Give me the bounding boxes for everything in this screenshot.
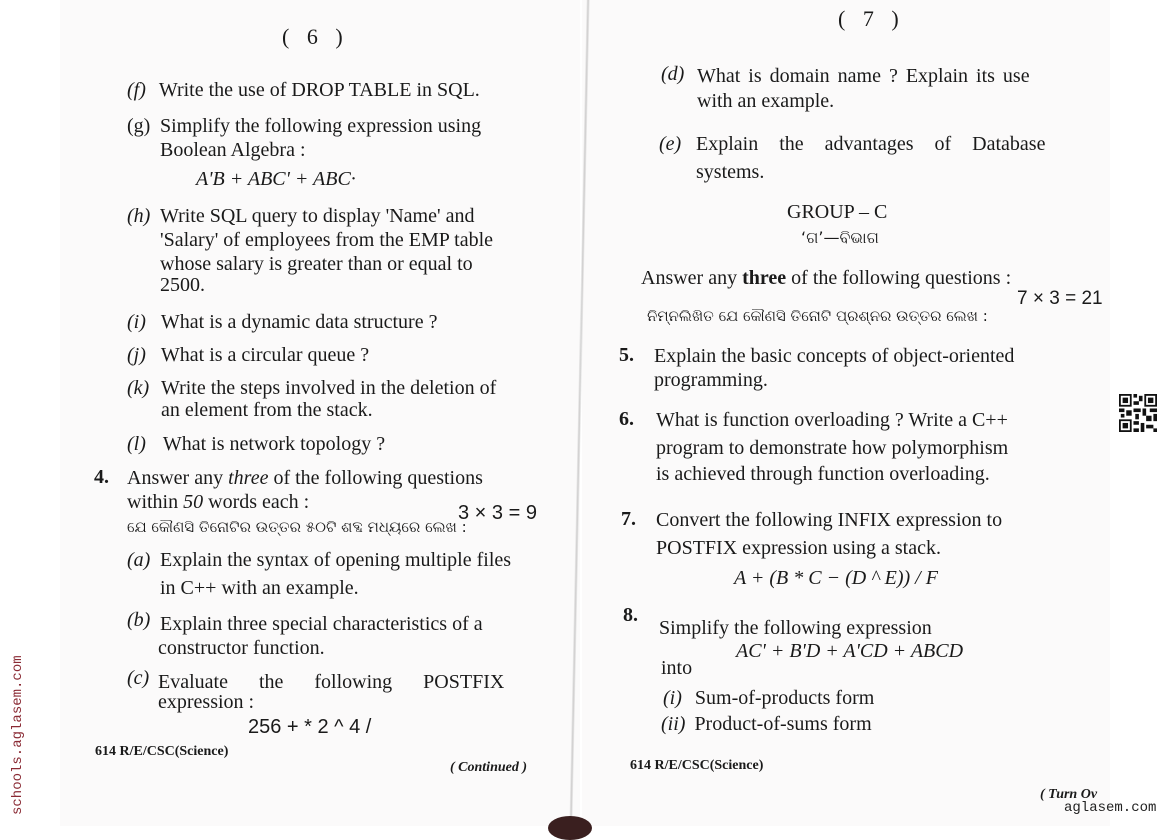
question-8-number: 8. bbox=[623, 604, 638, 626]
question-h-line4: 2500. bbox=[160, 274, 205, 296]
question-4a-line2: in C++ with an example. bbox=[160, 577, 359, 599]
question-e bbox=[659, 132, 681, 156]
question-7-number: 7. bbox=[621, 508, 636, 530]
question-5-number: 5. bbox=[619, 344, 634, 366]
question-label: (h) bbox=[127, 205, 151, 227]
question-g bbox=[127, 114, 150, 138]
marks-q4: 3 × 3 = 9 bbox=[458, 502, 537, 524]
question-label: (l) bbox=[127, 433, 146, 455]
question-label: (a) bbox=[127, 549, 151, 571]
question-label: (ii) bbox=[661, 713, 686, 735]
question-text: Product-of-sums form bbox=[694, 713, 872, 735]
group-c-instruction bbox=[641, 266, 1011, 290]
question-h bbox=[127, 204, 150, 228]
odia-instruction-group-c: ନିମ୍ନଲିଖିତ ଯେ କୌଣସି ତିନୋଟି ପ୍ରଶ୍ନର ଉତ୍ତର ଲେଖ : bbox=[647, 307, 988, 325]
question-k-line1: Write the steps involved in the deletion of bbox=[161, 377, 497, 399]
side-watermark: schools.aglasem.com bbox=[10, 655, 26, 815]
emphasis: three bbox=[228, 467, 269, 489]
question-label: (b) bbox=[127, 609, 151, 631]
turn-over-note: ( Turn Ov bbox=[1040, 787, 1098, 802]
question-label: (d) bbox=[661, 63, 685, 85]
question-h-line1: Write SQL query to display 'Name' and bbox=[160, 205, 475, 227]
question-f bbox=[127, 78, 480, 102]
question-8-line1: Simplify the following expression bbox=[659, 617, 932, 639]
question-g-line1: Simplify the following expression using bbox=[160, 115, 482, 137]
question-e-line1: Explain the advantages of Database bbox=[696, 133, 1046, 155]
question-g-line2: Boolean Algebra : bbox=[160, 139, 306, 161]
question-4b-line2: constructor function. bbox=[158, 637, 325, 659]
question-4a bbox=[127, 548, 150, 572]
page-number-right: ( 7 ) bbox=[838, 6, 905, 31]
question-4b-line1: Explain three special characteristics of a bbox=[160, 613, 483, 635]
question-label: (j) bbox=[127, 344, 146, 366]
question-e-line2: systems. bbox=[696, 161, 765, 183]
question-text: What is a dynamic data structure ? bbox=[160, 311, 438, 333]
text: of the following questions : bbox=[786, 267, 1012, 289]
infix-expression: A + (B * C − (D ^ E)) / F bbox=[734, 567, 938, 589]
question-4a-line1: Explain the syntax of opening multiple files bbox=[160, 549, 512, 571]
paper-code-left: 614 R/E/CSC(Science) bbox=[95, 744, 229, 759]
question-text: What is network topology ? bbox=[162, 433, 386, 455]
question-j bbox=[127, 343, 369, 367]
emphasis: 50 bbox=[183, 491, 204, 513]
question-4c bbox=[127, 666, 149, 690]
boolean-expression: A'B + ABC' + ABC· bbox=[196, 168, 356, 190]
question-6-number: 6. bbox=[619, 408, 634, 430]
question-text: Write the use of DROP TABLE in SQL. bbox=[158, 79, 480, 101]
question-4-number: 4. bbox=[94, 466, 109, 488]
question-8-ii bbox=[661, 712, 872, 736]
text: within bbox=[127, 491, 184, 513]
boolean-expression-q8: AC' + B'D + A'CD + ABCD bbox=[736, 640, 964, 662]
question-4c-line2: expression : bbox=[158, 691, 255, 713]
question-4c-line1: Evaluate the following POSTFIX bbox=[158, 671, 505, 693]
odia-instruction-q4: ଯେ କୌଣସି ତିନୋଟିର ଉତ୍ତର ୫୦ଟି ଶବ୍ଦ ମଧ୍ୟରେ ଲେଖ : bbox=[127, 518, 467, 536]
question-d-line2: with an example. bbox=[697, 90, 835, 112]
question-k-line2: an element from the stack. bbox=[161, 399, 373, 421]
question-label: (i) bbox=[663, 687, 682, 709]
group-c-title-odia: ‘ଗ’—ବିଭାଗ bbox=[801, 228, 879, 247]
question-text: What is a circular queue ? bbox=[160, 344, 370, 366]
question-4b bbox=[127, 608, 150, 632]
continued-note: ( Continued ) bbox=[450, 760, 528, 775]
question-k bbox=[127, 376, 149, 400]
question-label: (e) bbox=[659, 133, 682, 155]
text: Answer any bbox=[127, 467, 229, 489]
question-text: Sum-of-products form bbox=[694, 687, 875, 709]
marks-group-c: 7 × 3 = 21 bbox=[1017, 288, 1103, 309]
question-6-line2: program to demonstrate how polymorphism bbox=[656, 437, 1009, 459]
into-label: into bbox=[661, 657, 693, 679]
question-6-line3: is achieved through function overloading. bbox=[656, 463, 990, 485]
question-4-line1 bbox=[127, 466, 483, 490]
group-c-title: GROUP – C bbox=[787, 201, 888, 223]
question-5-line1: Explain the basic concepts of object-oriented bbox=[654, 345, 1015, 367]
text: words each : bbox=[203, 491, 310, 513]
question-7-line2: POSTFIX expression using a stack. bbox=[656, 537, 941, 559]
emphasis: three bbox=[742, 267, 787, 289]
question-d-line1: What is domain name ? Explain its use bbox=[697, 65, 1030, 87]
question-label: (f) bbox=[127, 79, 146, 101]
question-label: (c) bbox=[127, 667, 150, 689]
question-h-line2: 'Salary' of employees from the EMP table bbox=[160, 229, 494, 251]
text: Answer any bbox=[641, 267, 743, 289]
question-7-line1: Convert the following INFIX expression to bbox=[656, 509, 1003, 531]
question-label: (k) bbox=[127, 377, 150, 399]
question-h-line3: whose salary is greater than or equal to bbox=[160, 253, 473, 275]
question-label: (i) bbox=[127, 311, 146, 333]
question-l bbox=[127, 432, 385, 456]
question-i bbox=[127, 310, 437, 334]
page-number-left: ( 6 ) bbox=[282, 24, 349, 49]
paper-code-right: 614 R/E/CSC(Science) bbox=[630, 758, 764, 773]
question-d bbox=[661, 62, 684, 86]
question-8-i bbox=[663, 686, 874, 710]
text: of the following questions bbox=[268, 467, 483, 489]
binder-clip bbox=[548, 816, 592, 840]
postfix-expression: 256 + * 2 ^ 4 / bbox=[248, 716, 372, 738]
question-5-line2: programming. bbox=[654, 369, 768, 391]
question-4-line2 bbox=[127, 490, 309, 514]
question-6-line1: What is function overloading ? Write a C++ bbox=[656, 409, 1008, 431]
bottom-watermark: aglasem.com bbox=[1064, 800, 1157, 816]
qr-code-icon bbox=[1119, 394, 1157, 432]
question-label: (g) bbox=[127, 115, 151, 137]
